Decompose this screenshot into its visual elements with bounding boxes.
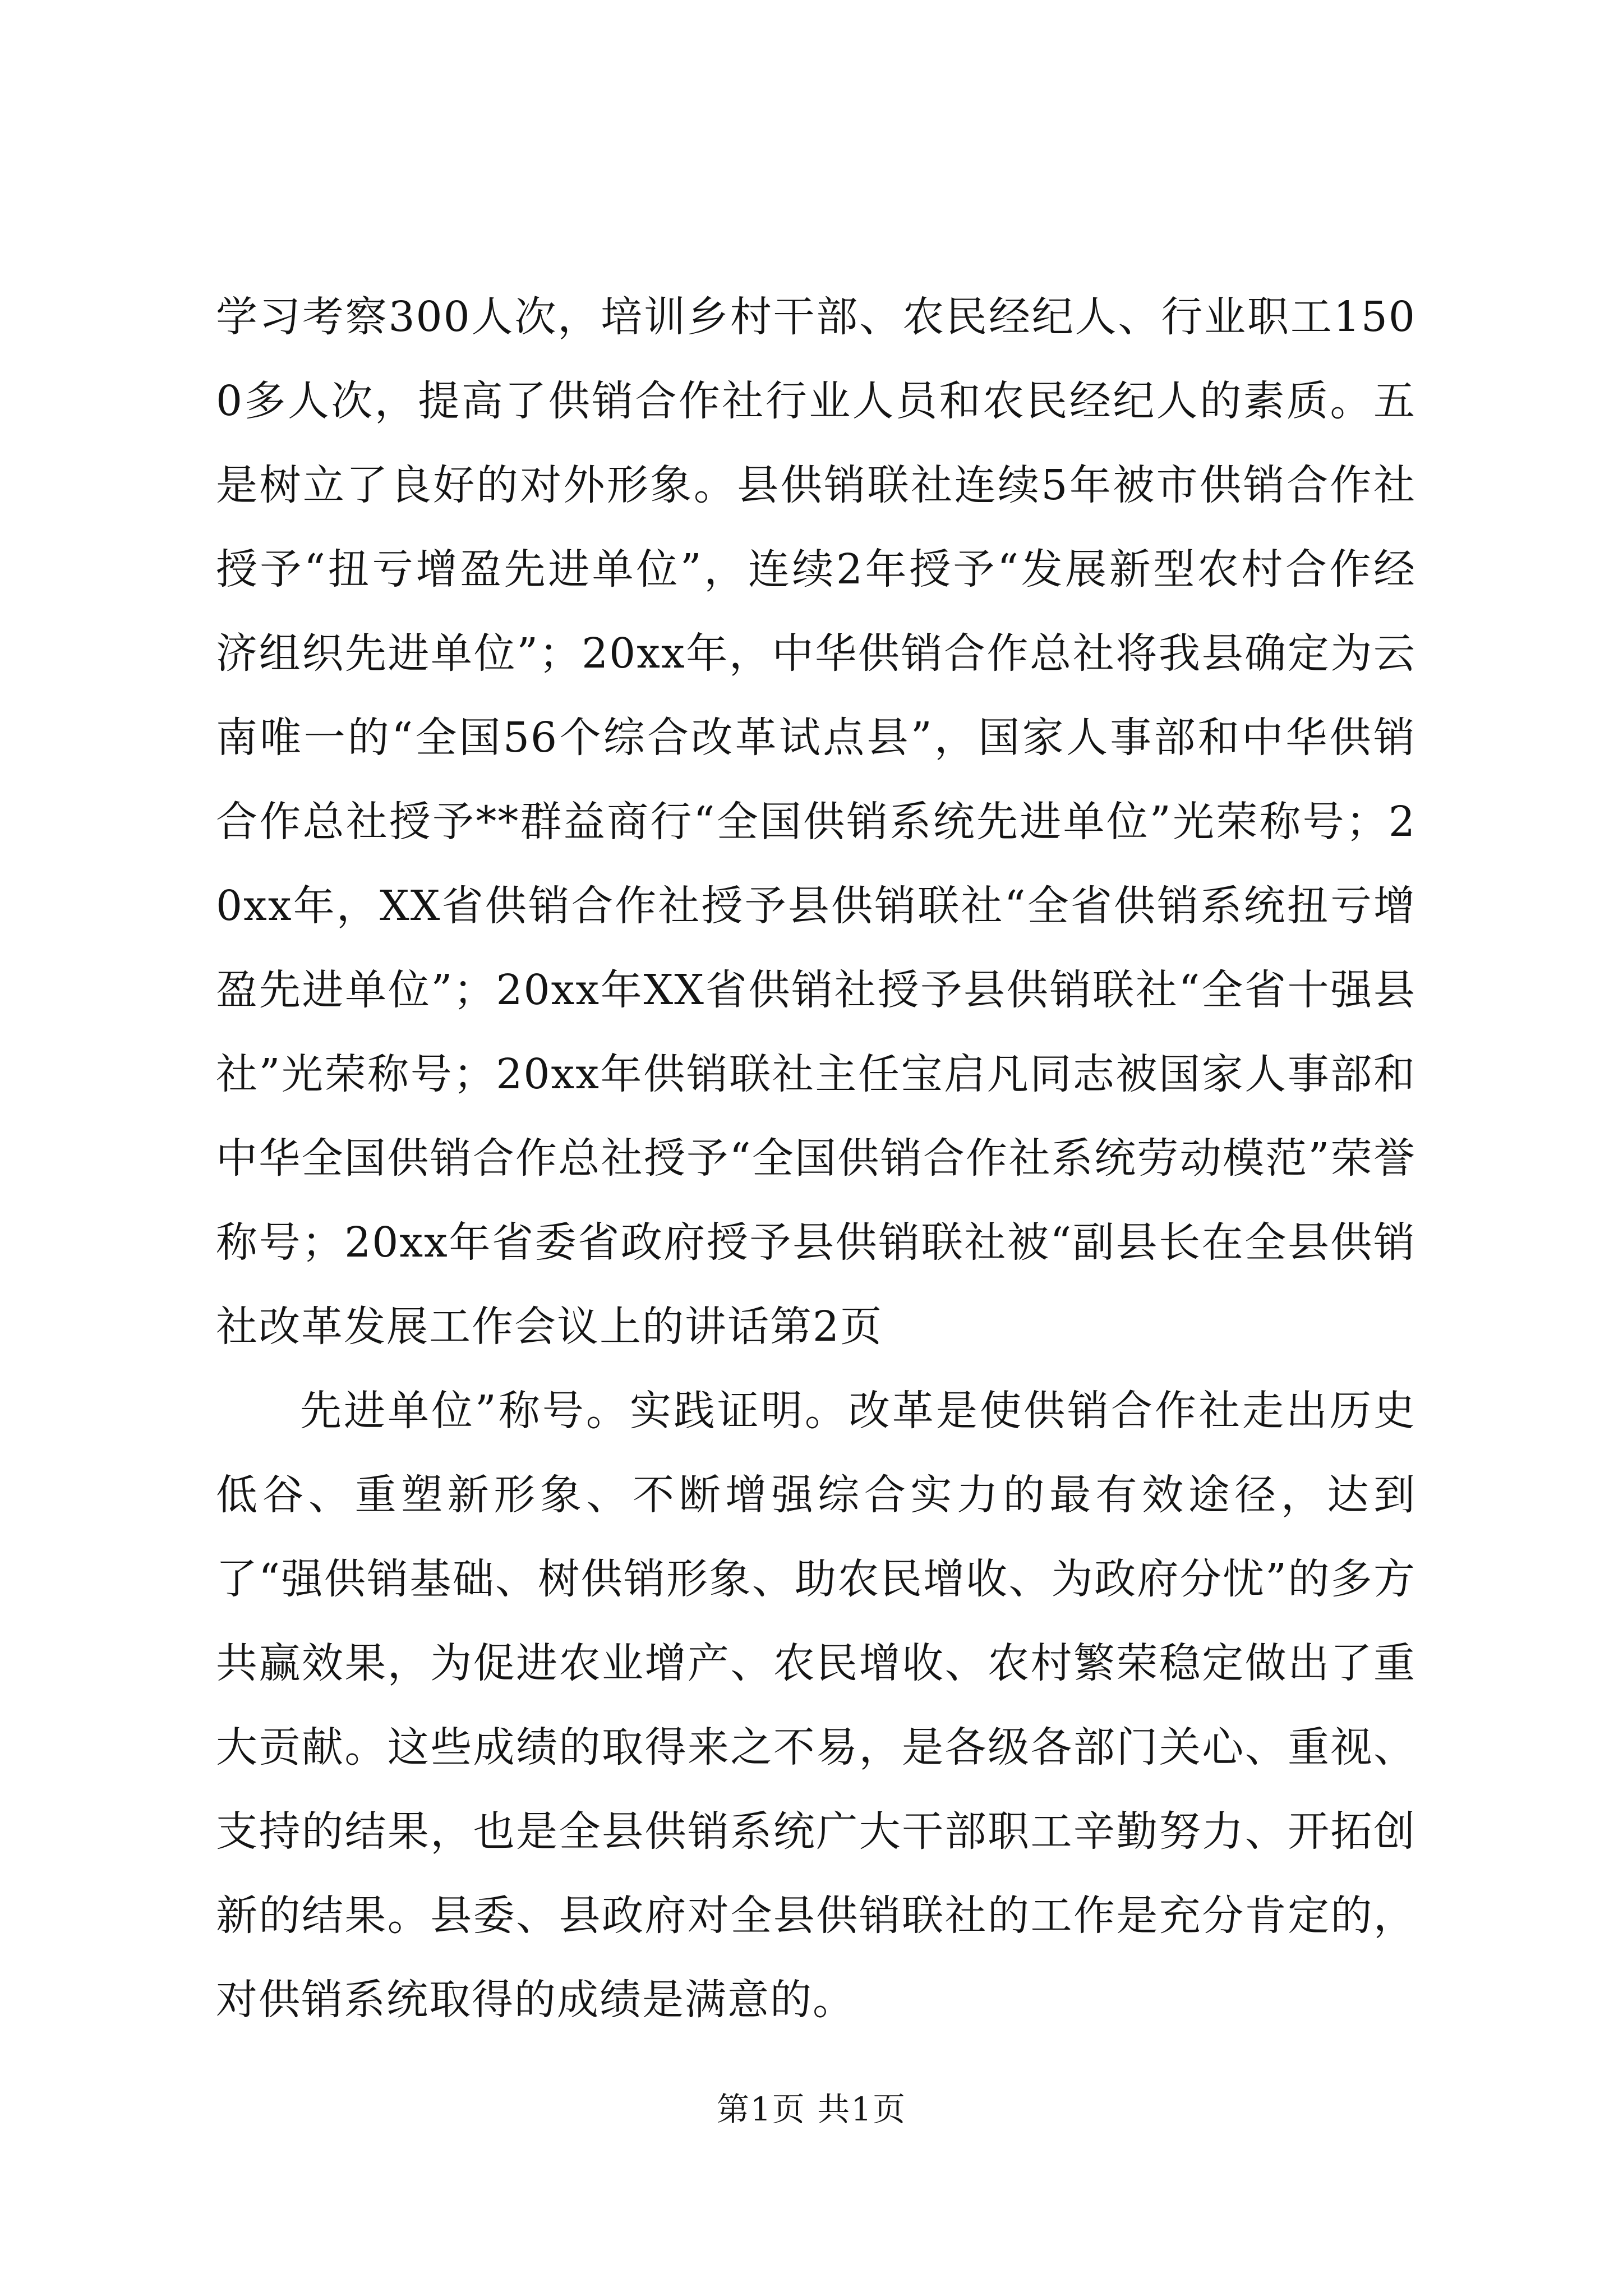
paragraph-1: 学习考察300人次，培训乡村干部、农民经纪人、行业职工1500多人次，提高了供销合作社行业人员和农民经纪人的素质。五是树立了良好的对外形象。县供销联社连续5年被市供销合作社授予“扭亏增盈先进单位”，连续2年授予“发展新型农村合作经济组织先进单位”；20xx年，中华供销合作总社将我县确定为云南唯一的“全国56个综合改革试点县”，国家人事部和中华供销合作总社授予**群益商行“全国供销系统先进单位”光荣称号；20xx年，XX省供销合作社授予县供销联社“全省供销系统扭亏增盈先进单位”；20xx年XX省供销社授予县供销联社“全省十强县社”光荣称号；20xx年供销联社主任宝启凡同志被国家人事部和中华全国供销合作总社授予“全国供销合作社系统劳动模范”荣誉称号；20xx年省委省政府授予县供销联社被“副县长在全县供销社改革发展工作会议上的讲话第2页: [216, 293, 1416, 1351]
document-body: [216, 275, 1416, 2042]
paragraph-2: 先进单位”称号。实践证明。改革是使供销合作社走出历史低谷、重塑新形象、不断增强综合实力的最有效途径，达到了“强供销基础、树供销形象、助农民增收、为政府分忧”的多方共赢效果，为促进农业增产、农民增收、农村繁荣稳定做出了重大贡献。这些成绩的取得来之不易，是各级各部门关心、重视、支持的结果，也是全县供销系统广大干部职工辛勤努力、开拓创新的结果。县委、县政府对全县供销联社的工作是充分肯定的，对供销系统取得的成绩是满意的。: [216, 1387, 1416, 2024]
page-footer: 第1页 共1页: [716, 2090, 907, 2128]
